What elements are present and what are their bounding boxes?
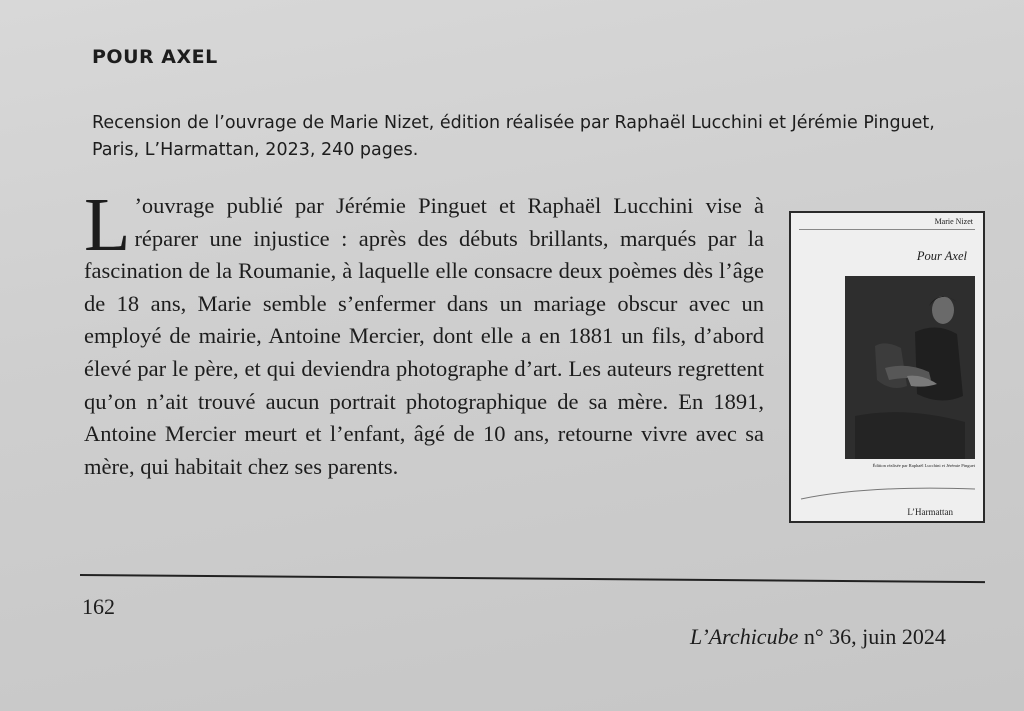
cover-edition-note: Édition réalisée par Raphaël Lucchini et Jérémie Pinguet [872, 463, 975, 468]
book-cover-image [789, 211, 985, 523]
cover-publisher [907, 507, 953, 517]
cover-swoosh [799, 483, 977, 503]
cover-author: Marie Nizet [934, 217, 973, 226]
journal-title: L’Archicube [690, 624, 799, 649]
drop-cap: L [84, 183, 131, 267]
cover-portrait-photo [845, 276, 975, 459]
section-title: POUR AXEL [92, 46, 218, 68]
journal-issue: n° 36, juin 2024 [803, 624, 946, 649]
cover-divider [799, 229, 975, 230]
review-reference: Recension de l’ouvrage de Marie Nizet, édition réalisée par Raphaël Lucchini et Jérémie Pinguet, Paris, L’Harmattan, 2023, 240 pages. [92, 113, 935, 160]
page-number: 162 [82, 594, 115, 619]
cover-title: Pour Axel [916, 249, 967, 263]
body-paragraph [84, 183, 764, 483]
cover-publisher-name: L’Harmattan [907, 507, 953, 517]
journal-reference [690, 624, 946, 650]
footer-rule [80, 574, 985, 583]
body-text: ’ouvrage publié par Jérémie Pinguet et Raphaël Lucchini vise à réparer une injustice : après des débuts brillants, marqués par la fascination de la Roumanie, à laquelle elle consacre deux poèmes dès l’âge de 18 ans, Marie semble s’enfermer dans un mariage obscur avec un employé de mairie, Antoine Mercier, dont elle a en 1881 un fils, d’abord élevé par le père, et qui deviendra photographe d’art. Les auteurs regrettent qu’on n’ait trouvé aucun portrait photographique de sa mère. En 1891, Antoine Mercier meurt et l’enfant, âgé de 10 ans, retourne vivre avec sa mère, qui habitait chez ses parents. [84, 193, 764, 479]
portrait-figure [845, 276, 975, 459]
